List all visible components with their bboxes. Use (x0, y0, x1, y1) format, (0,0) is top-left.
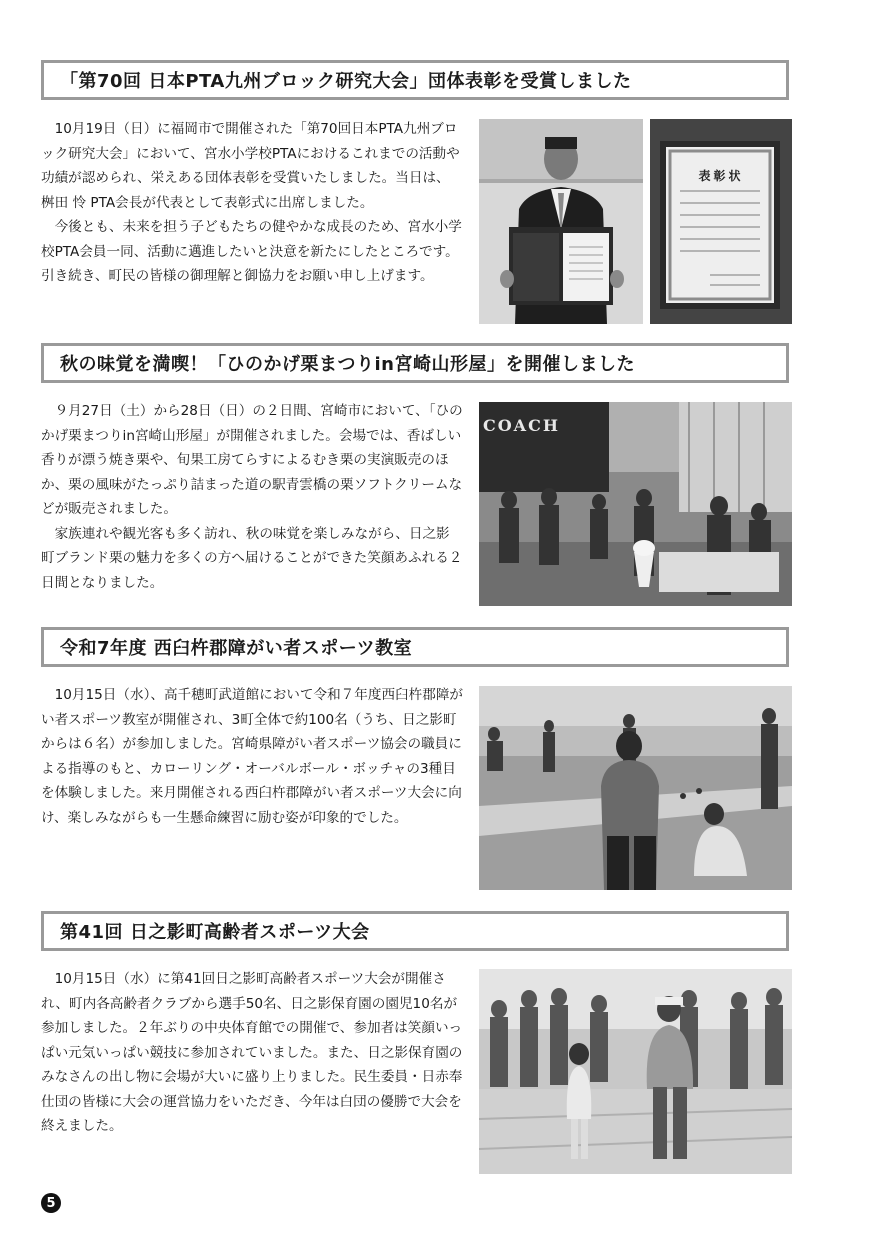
paragraph: 10月19日（日）に福岡市で開催された「第70回日本PTA九州ブロック研究大会」において、宮水小学校PTAにおけるこれまでの活動や功績が認められ、栄えある団体表彰を受賞いたしました。当日は、桝田 怜 PTA会長が代表として表彰式に出席しました。 (41, 121, 460, 211)
photo-senior-sports-meet (479, 969, 792, 1174)
photo-pta-chair-with-certificate (479, 119, 643, 324)
photo-award-certificate (650, 119, 792, 324)
paragraph: 家族連れや観光客も多く訪れ、秋の味覚を楽しみながら、日之影町ブランド栗の魅力を多くの方へ届けることができた笑顔あふれる２日間となりました。 (41, 525, 463, 591)
section-heading-disability-sports-class: 令和7年度 西臼杵郡障がい者スポーツ教室 (41, 627, 789, 667)
page-number: 5 (41, 1193, 61, 1213)
certificate-title: 表彰状 (698, 169, 744, 183)
paragraph: 10月15日（水）、高千穂町武道館において令和７年度西臼杵郡障がい者スポーツ教室が開催され、3町全体で約100名（うち、日之影町からは６名）が参加しました。宮崎県障がい者スポーツ協会の職員による指導のもと、カローリング・オーバルボール・ボッチャの3種目を体験しました。来月開催される西臼杵郡障がい者スポーツ大会に向け、楽しみながらも一生懸命練習に励む姿が印象的でした。 (41, 687, 464, 826)
paragraph: ９月27日（土）から28日（日）の２日間、宮崎市において、「ひのかげ栗まつりin宮崎山形屋」が開催されました。会場では、香ばしい香りが漂う焼き栗や、旬果工房てらすによるむき栗の実演販売のほか、栗の風味がたっぷり詰まった道の駅青雲橋の栗ソフトクリームなどが販売されました。 (41, 403, 463, 517)
section-heading-senior-sports-meet: 第41回 日之影町高齢者スポーツ大会 (41, 911, 789, 951)
section-body-pta-award (41, 117, 463, 289)
photo-sports-class-gym (479, 686, 792, 890)
section-body-disability-sports-class (41, 683, 463, 830)
section-heading-chestnut-festival: 秋の味覚を満喫！「ひのかげ栗まつりin宮崎山形屋」を開催しました (41, 343, 789, 383)
paragraph: 10月15日（水）に第41回日之影町高齢者スポーツ大会が開催され、町内各高齢者クラブから選手50名、日之影保育園の園児10名が参加しました。２年ぶりの中央体育館での開催で、参加者は笑顔いっぱい元気いっぱい競技に参加されていました。また、日之影保育園のみなさんの出し物に会場が大いに盛り上りました。民生委員・日赤奉仕団の皆様に大会の運営協力をいただき、今年は白団の優勝で大会を終えました。 (41, 971, 463, 1134)
section-body-senior-sports-meet (41, 967, 463, 1139)
section-body-chestnut-festival (41, 399, 463, 595)
photo-chestnut-festival-venue (479, 402, 792, 606)
paragraph: 今後とも、未来を担う子どもたちの健やかな成長のため、宮水小学校PTA会員一同、活動に邁進したいと決意を新たにしたところです。引き続き、町民の皆様の御理解と御協力をお願い申し上げます。 (41, 219, 462, 284)
section-heading-pta-award: 「第70回 日本PTA九州ブロック研究大会」団体表彰を受賞しました (41, 60, 789, 100)
store-sign: COACH (483, 416, 560, 435)
